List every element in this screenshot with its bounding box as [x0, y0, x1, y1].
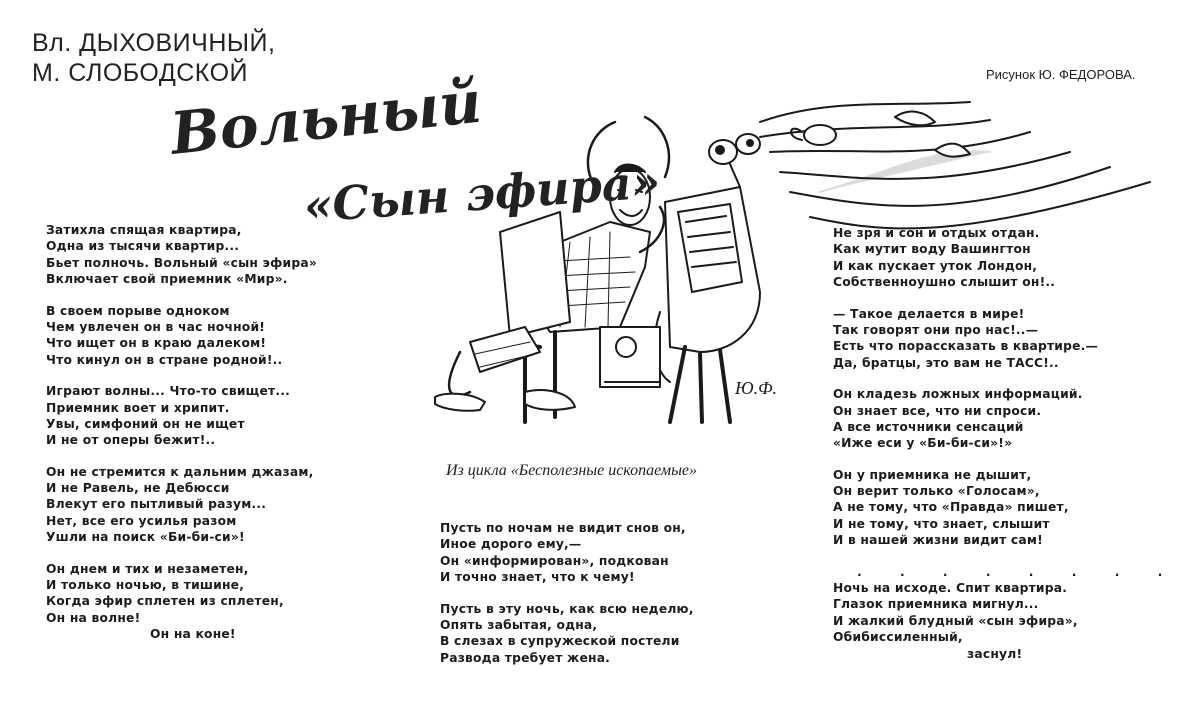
verse-line: Нет, все его усилья разом	[46, 513, 237, 528]
verse-line: Включает свой приемник «Мир».	[46, 272, 288, 287]
stanza	[46, 303, 386, 369]
stanza	[833, 306, 1153, 372]
verse-line: Так говорят они про нас!..—	[833, 322, 1039, 337]
stanza	[440, 520, 740, 586]
verse-line: И не Равель, не Дебюсси	[46, 481, 230, 496]
stanza	[46, 222, 386, 288]
verse-line: И точно знает, что к чему!	[440, 570, 635, 585]
title-line-2: «Сын эфира»	[302, 154, 662, 233]
verse-line: Ушли на поиск «Би-би-си»!	[46, 530, 245, 545]
verse-line: В слезах в супружеской постели	[440, 634, 680, 649]
verse-line: Он верит только «Голосам»,	[833, 484, 1040, 499]
verse-line: Он кладезь ложных информаций.	[833, 387, 1083, 402]
verse-line: И жалкий блудный «сын эфира»,	[833, 613, 1078, 628]
stanza	[833, 580, 1153, 662]
cycle-caption: Из цикла «Бесполезные ископаемые»	[446, 462, 698, 479]
stanza	[833, 386, 1153, 452]
illustration-credit: Рисунок Ю. ФЕДОРОВА.	[986, 67, 1136, 82]
verse-line: Он не стремится к дальним джазам,	[46, 464, 314, 479]
verse-line: Увы, симфоний он не ищет	[46, 416, 245, 431]
illustrator-signature: Ю.Ф.	[735, 378, 778, 398]
verse-line: Приемник воет и хрипит.	[46, 400, 230, 415]
poem-column-right	[833, 225, 1180, 677]
verse-line: Как мутит воду Вашингтон	[833, 242, 1031, 257]
stanza	[46, 561, 386, 643]
verse-line: Пусть в эту ночь, как всю неделю,	[440, 601, 694, 616]
verse-line: Одна из тысячи квартир...	[46, 239, 240, 254]
poem-title	[155, 67, 662, 240]
stanza	[46, 464, 386, 546]
verse-line: Он «информирован», подкован	[440, 553, 669, 568]
verse-line: Влекут его пытливый разум...	[46, 497, 267, 512]
ellipsis-divider: . . . . . . . .	[857, 564, 1180, 579]
author-2: М. СЛОБОДСКОЙ	[32, 59, 248, 87]
verse-line: Играют волны... Что-то свищет...	[46, 384, 290, 399]
verse-line: И не от оперы бежит!..	[46, 433, 216, 448]
verse-line: И только ночью, в тишине,	[46, 578, 245, 593]
stanza	[833, 225, 1153, 291]
verse-line: — Такое делается в мире!	[833, 306, 1025, 321]
verse-line: Да, братцы, это вам не ТАСС!..	[833, 355, 1059, 370]
verse-line: Собственноушно слышит он!..	[833, 275, 1056, 290]
stanza	[833, 467, 1153, 549]
verse-line: И не тому, что знает, слышит	[833, 516, 1050, 531]
verse-line: «Иже еси у «Би-би-си»!»	[833, 436, 1013, 451]
verse-line: И как пускает уток Лондон,	[833, 258, 1038, 273]
author-1: Вл. ДЫХОВИЧНЫЙ,	[32, 29, 276, 57]
verse-line: Ночь на исходе. Спит квартира.	[833, 581, 1068, 596]
poem-column-middle	[440, 520, 740, 681]
verse-line: Он знает все, что ни спроси.	[833, 403, 1042, 418]
verse-line: заснул!	[967, 646, 1023, 661]
verse-line: Он у приемника не дышит,	[833, 467, 1032, 482]
verse-line: Развода требует жена.	[440, 650, 611, 665]
verse-line: Чем увлечен он в час ночной!	[46, 319, 266, 334]
verse-line: Он днем и тих и незаметен,	[46, 561, 249, 576]
verse-line: Затихла спящая квартира,	[46, 223, 242, 237]
stanza	[440, 601, 740, 667]
authors	[32, 28, 275, 88]
verse-line: Опять забытая, одна,	[440, 617, 598, 632]
verse-line: В своем порыве одноком	[46, 303, 230, 318]
verse-line: А все источники сенсаций	[833, 419, 1024, 434]
verse-line: И в нашей жизни видит сам!	[833, 533, 1043, 548]
verse-line: А не тому, что «Правда» пишет,	[833, 500, 1069, 515]
verse-line: Что ищет он в краю далеком!	[46, 336, 267, 351]
verse-line: Глазок приемника мигнул...	[833, 597, 1039, 612]
stanza	[46, 383, 386, 449]
verse-line: Бьет полночь. Вольный «сын эфира»	[46, 255, 317, 270]
verse-line: Есть что порассказать в квартире.—	[833, 339, 1099, 354]
verse-line: Он на коне!	[150, 627, 236, 642]
verse-line: Пусть по ночам не видит снов он,	[440, 521, 686, 535]
verse-line: Когда эфир сплетен из сплетен,	[46, 594, 284, 609]
title-line-1: Вольный	[167, 67, 485, 168]
verse-line: Что кинул он в стране родной!..	[46, 352, 283, 367]
verse-line: Он на волне!	[46, 610, 141, 625]
verse-line: Иное дорого ему,—	[440, 537, 582, 552]
verse-line: Не зря и сон и отдых отдан.	[833, 226, 1040, 240]
verse-line: Обибиссиленный,	[833, 630, 963, 645]
poem-column-left	[46, 222, 386, 658]
